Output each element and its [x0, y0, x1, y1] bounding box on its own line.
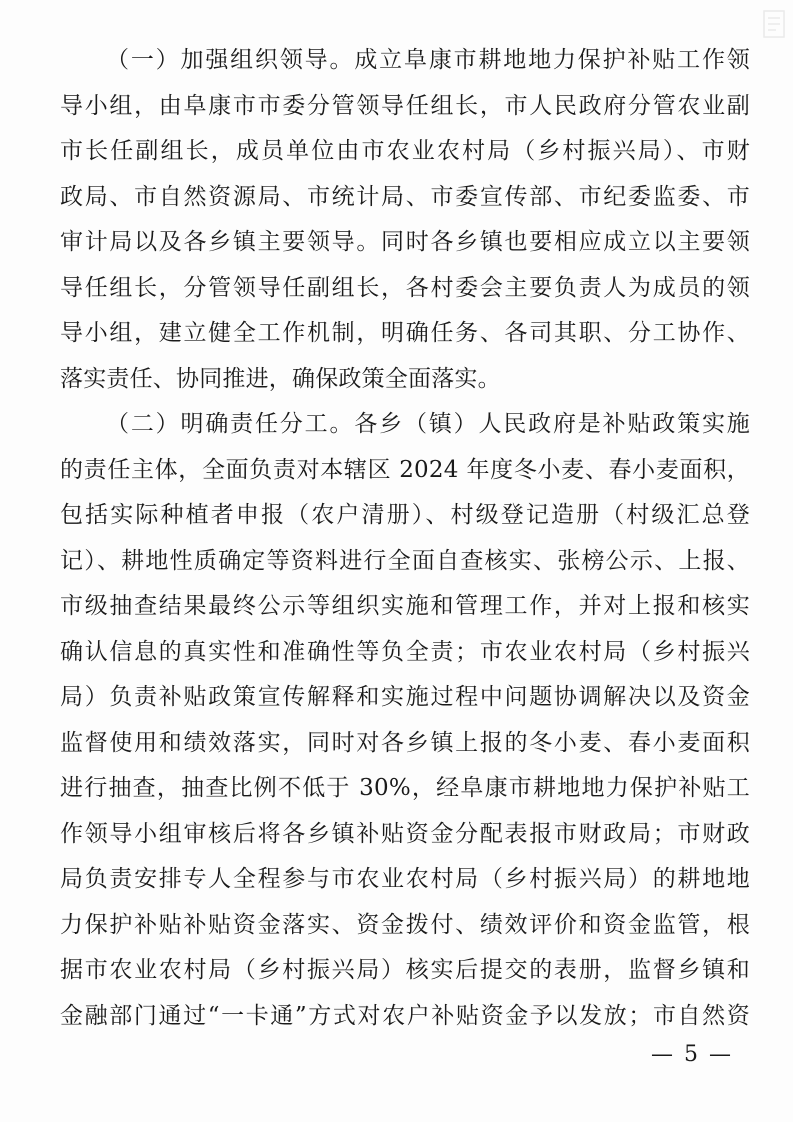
text-line: 导小组，由阜康市市委分管领导任组长，市人民政府分管农业副	[60, 92, 750, 119]
text-line: 政局、市自然资源局、市统计局、市委宣传部、市纪委监委、市	[60, 183, 750, 210]
paragraph-2-heading-line: （二）明确责任分工。各乡（镇）人民政府是补贴政策实施	[106, 411, 750, 437]
paragraph-1-heading-line: （一）加强组织领导。成立阜康市耕地地力保护补贴工作领	[106, 47, 750, 73]
text-line: 记）、耕地性质确定等资料进行全面自查核实、张榜公示、上报、	[60, 547, 750, 574]
text-line: 导任组长，分管领导任副组长，各村委会主要负责人为成员的领	[60, 274, 750, 301]
text-line: 局负责安排专人全程参与市农业农村局（乡村振兴局）的耕地地	[60, 866, 750, 892]
text-line: 金融部门通过“一卡通”方式对农户补贴资金予以发放；市自然资	[60, 1002, 750, 1029]
text-line: 作领导小组审核后将各乡镇补贴资金分配表报市财政局；市财政	[60, 820, 750, 847]
text-line: 市级抽查结果最终公示等组织实施和管理工作，并对上报和核实	[60, 593, 750, 619]
text-line: 确认信息的真实性和准确性等负全责；市农业农村局（乡村振兴	[60, 638, 750, 665]
text-line: 审计局以及各乡镇主要领导。同时各乡镇也要相应成立以主要领	[60, 229, 750, 255]
text-line: 据市农业农村局（乡村振兴局）核实后提交的表册，监督乡镇和	[60, 957, 750, 983]
text-line: 导小组，建立健全工作机制，明确任务、各司其职、分工协作、	[60, 320, 750, 346]
page-number: — 5 —	[651, 1042, 733, 1067]
text-line: 监督使用和绩效落实，同时对各乡镇上报的冬小麦、春小麦面积	[60, 729, 750, 756]
paragraph-1-last-line: 落实责任、协同推进，确保政策全面落实。	[60, 365, 501, 392]
text-line: 包括实际种植者申报（农户清册）、村级登记造册（村级汇总登	[60, 502, 750, 528]
text-line: 力保护补贴补贴资金落实、资金拨付、绩效评价和资金监管，根	[60, 911, 750, 938]
body-text	[60, 38, 750, 1039]
corner-stamp-icon	[763, 10, 785, 38]
text-line: 局）负责补贴政策宣传解释和实施过程中问题协调解决以及资金	[60, 684, 750, 710]
text-line: 的责任主体，全面负责对本辖区 2024 年度冬小麦、春小麦面积，	[60, 456, 750, 483]
text-line: 市长任副组长，成员单位由市农业农村局（乡村振兴局）、市财	[60, 138, 750, 164]
text-line: 进行抽查，抽查比例不低于 30%，经阜康市耕地地力保护补贴工	[60, 775, 750, 801]
